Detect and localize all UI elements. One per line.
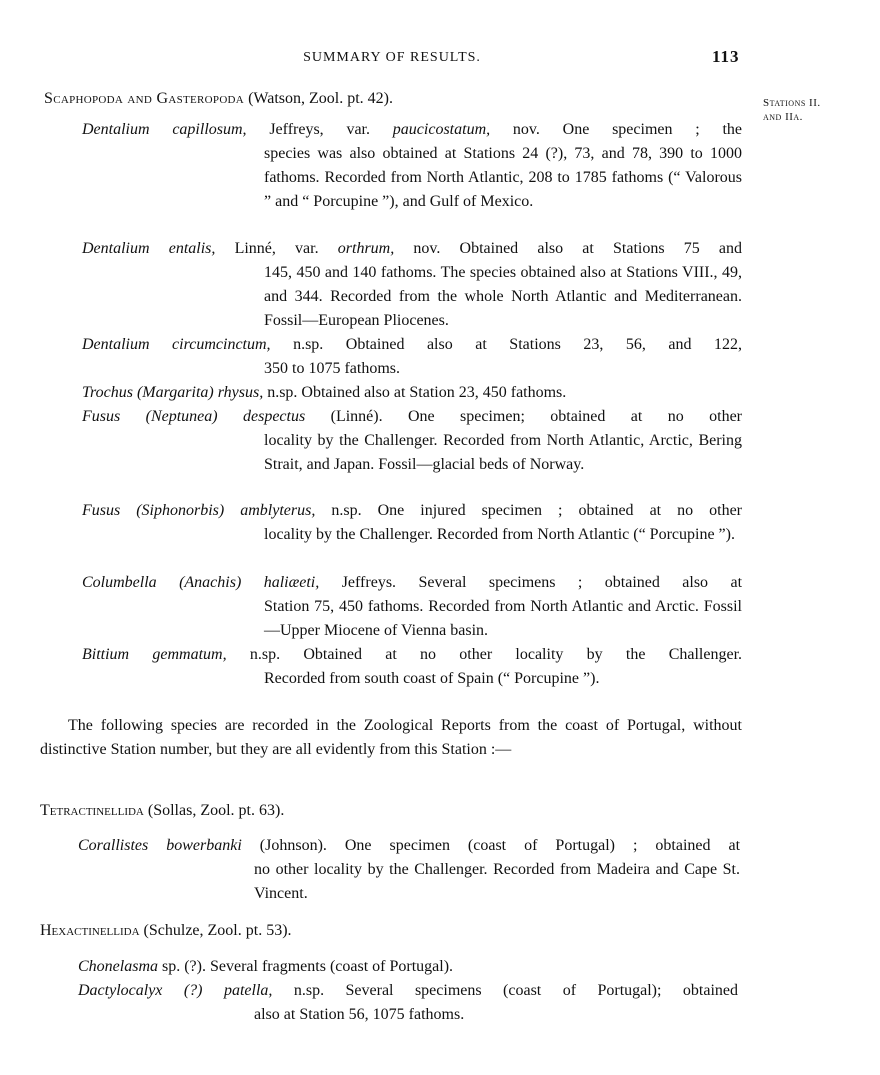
entry-first-line [82, 333, 742, 357]
entry-continuation: locality by the Challenger. Recorded from North Atlantic (“ Porcupine ”). [264, 526, 735, 543]
entry-text: n.sp. Obtained also at Stations 23, 56, and 122, [293, 336, 743, 353]
section-name: Tetractinellida [40, 802, 144, 819]
entry-text: n.sp. Obtained also at Station 23, 450 fathoms. [267, 384, 567, 401]
entry-continuation: 350 to 1075 fathoms. [264, 360, 400, 377]
entry-text: nov. One specimen ; the [512, 121, 743, 138]
entry-first-line [78, 955, 740, 979]
entry-continuation: also at Station 56, 1075 fathoms. [254, 1006, 465, 1023]
entry-text: (Linné). One specimen; obtained at no other [330, 408, 743, 425]
species-entry [82, 405, 742, 477]
margin-note [763, 96, 821, 124]
section-name: Scaphopoda and Gasteropoda [44, 90, 245, 107]
entry-first-line [82, 237, 742, 261]
entry-text: n.sp. One injured specimen ; obtained at no other [331, 502, 743, 519]
species-entry [82, 643, 742, 691]
species-name: Dentalium capillosum, [82, 121, 247, 138]
entry-continuation: Station 75, 450 fathoms. Recorded from North Atlantic and Arctic. Fossil—Upper Miocene of Vienna basin. [264, 598, 742, 639]
species-name: Fusus (Neptunea) despectus [82, 408, 306, 425]
species-entry [78, 979, 738, 1027]
species-name: Dactylocalyx (?) patella, [78, 982, 273, 999]
entry-text: n.sp. Obtained at no other locality by the Challenger. [249, 646, 743, 663]
entry-text: n.sp. Several specimens (coast of Portugal); obtained [293, 982, 739, 999]
variety-name: paucicostatum, [392, 121, 491, 138]
species-name: Columbella (Anachis) haliæeti, [82, 574, 320, 591]
species-name: Fusus (Siphonorbis) amblyterus, [82, 502, 316, 519]
species-name: Trochus (Margarita) rhysus, [82, 384, 264, 401]
margin-note-line: and IIa. [763, 111, 803, 123]
species-entry [82, 381, 742, 405]
species-entry [82, 237, 742, 333]
section-name: Hexactinellida [40, 922, 140, 939]
page-number: 113 [712, 47, 740, 66]
entry-text: sp. (?). Several fragments (coast of Portugal). [162, 958, 454, 975]
variety-name: orthrum, [337, 240, 395, 257]
species-name: Corallistes bowerbanki [78, 837, 242, 854]
margin-note-line: Stations II. [763, 97, 821, 109]
entry-first-line [82, 571, 742, 595]
intro-paragraph: The following species are recorded in the Zoological Reports from the coast of Portugal, without distinctive Station number, but they are all evidently from this Station :— [40, 717, 742, 758]
entry-continuation: locality by the Challenger. Recorded from North Atlantic, Arctic, Bering Strait, and Japan. Fossil—glacial beds of Norway. [264, 432, 742, 473]
species-name: Dentalium entalis, [82, 240, 216, 257]
section-heading-hexactinellida [40, 922, 292, 940]
species-entry [78, 955, 740, 979]
section-ref: (Watson, Zool. pt. 42). [248, 90, 393, 107]
section-heading-scaphopoda [44, 90, 393, 108]
species-entry [82, 333, 742, 381]
entry-text: nov. Obtained also at Stations 75 and [413, 240, 743, 257]
species-entry [82, 571, 742, 643]
entry-continuation: species was also obtained at Stations 24 (?), 73, and 78, 390 to 1000 fathoms. Recorded from North Atlantic, 208 to 1785 fathoms (“ Valorous ” and “ Porcupine ”), and Gulf of Mexico. [264, 145, 742, 210]
entry-continuation: no other locality by the Challenger. Recorded from Madeira and Cape St. Vincent. [254, 861, 740, 902]
author: Linné, var. [234, 240, 319, 257]
entry-first-line [78, 979, 738, 1003]
entry-first-line [82, 405, 742, 429]
entry-first-line [82, 499, 742, 523]
species-entry [78, 834, 740, 906]
entry-first-line [82, 118, 742, 142]
author: Jeffreys, var. [269, 121, 371, 138]
species-name: Dentalium circumcinctum, [82, 336, 271, 353]
section-heading-tetractinellida [40, 802, 284, 820]
entry-text: (Johnson). One specimen (coast of Portugal) ; obtained at [259, 837, 741, 854]
species-entry [82, 499, 742, 547]
section-ref: (Sollas, Zool. pt. 63). [147, 802, 285, 819]
entry-text: Jeffreys. Several specimens ; obtained also at [341, 574, 743, 591]
running-head: SUMMARY OF RESULTS. [303, 50, 481, 65]
species-name: Chonelasma [78, 958, 158, 975]
species-entry [82, 118, 742, 214]
entry-continuation: 145, 450 and 140 fathoms. The species obtained also at Stations VIII., 49, and 344. Recorded from the whole North Atlantic and Mediterranean. Fossil—European Pliocenes. [264, 264, 742, 329]
entry-continuation: Recorded from south coast of Spain (“ Porcupine ”). [264, 670, 600, 687]
entry-first-line [78, 834, 740, 858]
section-ref: (Schulze, Zool. pt. 53). [143, 922, 292, 939]
species-name: Bittium gemmatum, [82, 646, 227, 663]
entry-first-line [82, 643, 742, 667]
entry-first-line [82, 381, 742, 405]
